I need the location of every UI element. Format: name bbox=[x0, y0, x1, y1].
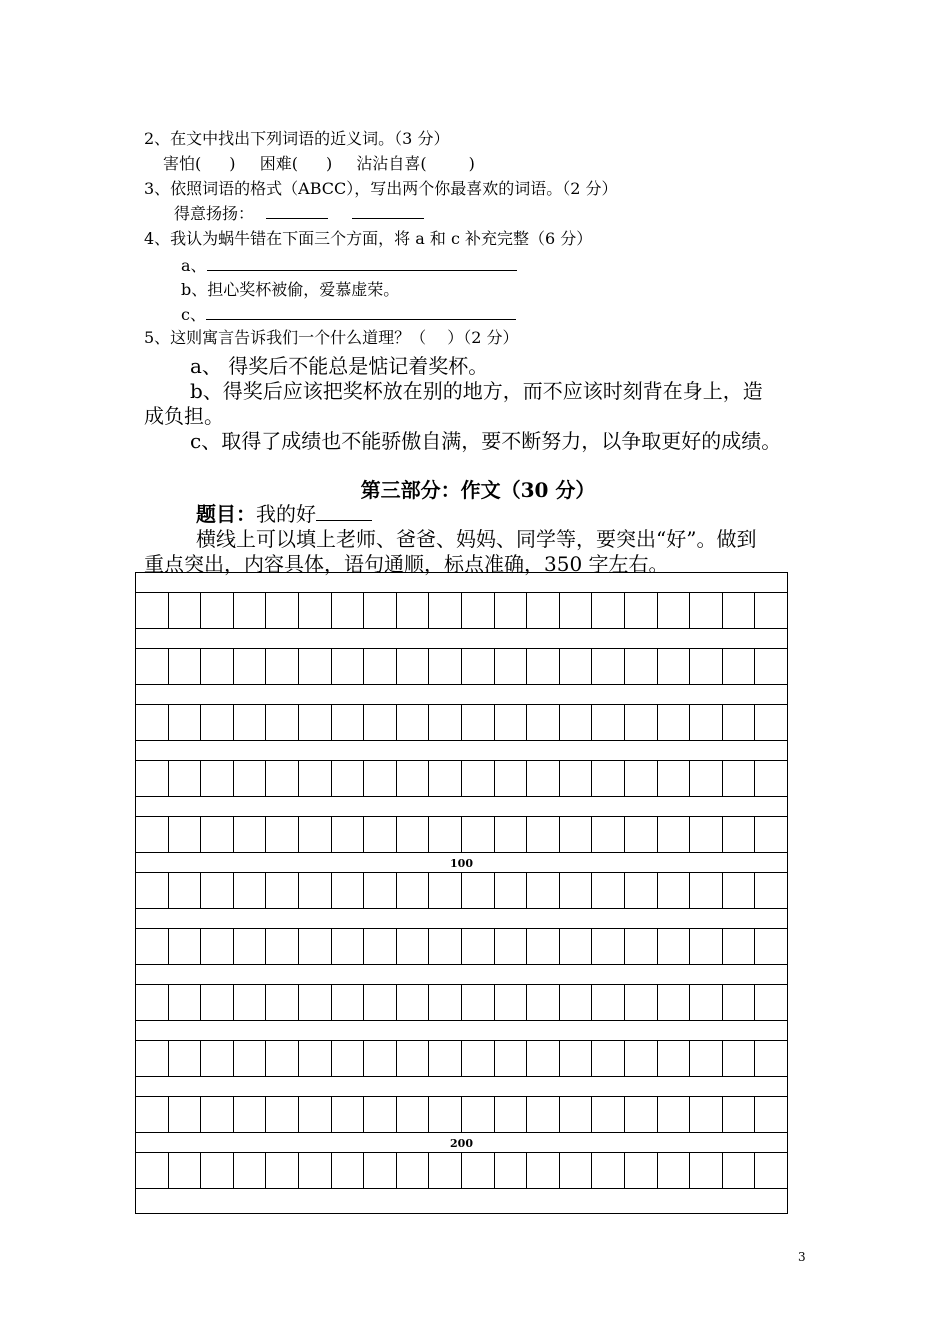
grid-cell[interactable] bbox=[299, 929, 332, 964]
grid-row bbox=[136, 817, 787, 853]
grid-cell[interactable] bbox=[462, 649, 495, 684]
grid-cell[interactable] bbox=[397, 817, 430, 852]
grid-cell[interactable] bbox=[429, 649, 462, 684]
grid-cell[interactable] bbox=[397, 1153, 430, 1188]
q4-c-blank[interactable] bbox=[206, 319, 516, 320]
grid-cell[interactable] bbox=[690, 985, 723, 1020]
grid-cell[interactable] bbox=[495, 817, 528, 852]
grid-cell[interactable] bbox=[136, 705, 169, 740]
grid-cell[interactable] bbox=[201, 1153, 234, 1188]
grid-cell[interactable] bbox=[169, 929, 202, 964]
grid-cell[interactable] bbox=[723, 873, 756, 908]
grid-cell[interactable] bbox=[658, 985, 691, 1020]
grid-cell[interactable] bbox=[723, 761, 756, 796]
grid-cell[interactable] bbox=[560, 593, 593, 628]
grid-cell[interactable] bbox=[690, 1097, 723, 1132]
grid-cell[interactable] bbox=[560, 649, 593, 684]
grid-cell[interactable] bbox=[462, 873, 495, 908]
q4-b-text: b、担心奖杯被偷，爱慕虚荣。 bbox=[181, 280, 400, 299]
grid-cell[interactable] bbox=[234, 1153, 267, 1188]
grid-cell[interactable] bbox=[299, 1097, 332, 1132]
grid-cell[interactable] bbox=[690, 873, 723, 908]
grid-cell[interactable] bbox=[136, 649, 169, 684]
q4-c-line bbox=[181, 302, 516, 325]
grid-cell[interactable] bbox=[364, 985, 397, 1020]
grid-cell[interactable] bbox=[755, 1153, 787, 1188]
grid-cell[interactable] bbox=[755, 873, 787, 908]
grid-cell[interactable] bbox=[625, 761, 658, 796]
grid-cell[interactable] bbox=[495, 929, 528, 964]
grid-cell[interactable] bbox=[527, 1041, 560, 1076]
grid-row bbox=[136, 985, 787, 1021]
q4-a-blank[interactable] bbox=[207, 270, 517, 271]
grid-cell[interactable] bbox=[332, 1041, 365, 1076]
grid-cell[interactable] bbox=[364, 1041, 397, 1076]
grid-cell[interactable] bbox=[592, 705, 625, 740]
grid-cell[interactable] bbox=[527, 929, 560, 964]
grid-cell[interactable] bbox=[169, 1153, 202, 1188]
grid-cell[interactable] bbox=[364, 929, 397, 964]
grid-cell[interactable] bbox=[658, 705, 691, 740]
grid-cell[interactable] bbox=[397, 873, 430, 908]
grid-cell[interactable] bbox=[266, 1097, 299, 1132]
grid-cell[interactable] bbox=[625, 873, 658, 908]
grid-cell[interactable] bbox=[201, 649, 234, 684]
grid-spacer bbox=[136, 685, 787, 705]
grid-cell[interactable] bbox=[332, 817, 365, 852]
grid-cell[interactable] bbox=[201, 1041, 234, 1076]
grid-cell[interactable] bbox=[527, 873, 560, 908]
grid-cell[interactable] bbox=[560, 929, 593, 964]
grid-cell[interactable] bbox=[364, 761, 397, 796]
question-3-answer-line bbox=[174, 201, 424, 224]
grid-cell[interactable] bbox=[332, 705, 365, 740]
grid-cell[interactable] bbox=[201, 705, 234, 740]
grid-cell[interactable] bbox=[723, 929, 756, 964]
question-2-prompt: 2、在文中找出下列词语的近义词。（3 分） bbox=[144, 129, 450, 148]
grid-cell[interactable] bbox=[169, 985, 202, 1020]
grid-cell[interactable] bbox=[755, 761, 787, 796]
grid-spacer bbox=[136, 629, 787, 649]
grid-cell[interactable] bbox=[560, 1097, 593, 1132]
grid-row bbox=[136, 649, 787, 685]
grid-row bbox=[136, 1153, 787, 1189]
grid-cell[interactable] bbox=[462, 817, 495, 852]
grid-cell[interactable] bbox=[332, 761, 365, 796]
grid-cell[interactable] bbox=[527, 761, 560, 796]
grid-cell[interactable] bbox=[592, 817, 625, 852]
grid-spacer bbox=[136, 741, 787, 761]
grid-cell[interactable] bbox=[755, 593, 787, 628]
grid-cell[interactable] bbox=[266, 817, 299, 852]
section-title: 第三部分：作文（30 分） bbox=[360, 478, 596, 502]
grid-cell[interactable] bbox=[429, 1153, 462, 1188]
grid-cell[interactable] bbox=[136, 1041, 169, 1076]
grid-cell[interactable] bbox=[234, 929, 267, 964]
grid-cell[interactable] bbox=[495, 1153, 528, 1188]
grid-cell[interactable] bbox=[136, 873, 169, 908]
q5-option-c: c、取得了成绩也不能骄傲自满，要不断努力，以争取更好的成绩。 bbox=[190, 429, 782, 453]
grid-cell[interactable] bbox=[364, 1153, 397, 1188]
grid-cell[interactable] bbox=[723, 817, 756, 852]
grid-cell[interactable] bbox=[690, 761, 723, 796]
grid-spacer bbox=[136, 909, 787, 929]
grid-cell[interactable] bbox=[658, 649, 691, 684]
grid-cell[interactable] bbox=[690, 705, 723, 740]
grid-cell[interactable] bbox=[690, 1153, 723, 1188]
grid-cell[interactable] bbox=[495, 873, 528, 908]
grid-cell[interactable] bbox=[560, 985, 593, 1020]
q2-item-3: 沾沾自喜( bbox=[356, 154, 427, 173]
grid-cell[interactable] bbox=[266, 929, 299, 964]
grid-cell[interactable] bbox=[266, 985, 299, 1020]
grid-cell[interactable] bbox=[234, 761, 267, 796]
grid-cell[interactable] bbox=[755, 1041, 787, 1076]
grid-cell[interactable] bbox=[201, 929, 234, 964]
grid-cell[interactable] bbox=[527, 705, 560, 740]
grid-cell[interactable] bbox=[658, 817, 691, 852]
grid-cell[interactable] bbox=[201, 593, 234, 628]
topic-blank[interactable] bbox=[316, 520, 372, 521]
q2-paren-close-3: ) bbox=[468, 154, 475, 173]
grid-cell[interactable] bbox=[234, 873, 267, 908]
grid-cell[interactable] bbox=[658, 1097, 691, 1132]
grid-cell[interactable] bbox=[723, 1041, 756, 1076]
grid-cell[interactable] bbox=[625, 649, 658, 684]
grid-cell[interactable] bbox=[592, 649, 625, 684]
grid-cell[interactable] bbox=[397, 929, 430, 964]
grid-spacer bbox=[136, 1133, 787, 1153]
grid-cell[interactable] bbox=[755, 985, 787, 1020]
grid-cell[interactable] bbox=[332, 1153, 365, 1188]
q2-paren-close-1: ) bbox=[229, 154, 236, 173]
q5-option-a: a、 得奖后不能总是惦记着奖杯。 bbox=[190, 354, 489, 378]
grid-cell[interactable] bbox=[136, 817, 169, 852]
grid-cell[interactable] bbox=[429, 705, 462, 740]
q4-c-label: c、 bbox=[181, 305, 206, 324]
grid-cell[interactable] bbox=[234, 985, 267, 1020]
grid-cell[interactable] bbox=[299, 705, 332, 740]
grid-cell[interactable] bbox=[364, 873, 397, 908]
grid-cell[interactable] bbox=[299, 817, 332, 852]
grid-cell[interactable] bbox=[201, 985, 234, 1020]
grid-cell[interactable] bbox=[397, 593, 430, 628]
grid-cell[interactable] bbox=[169, 1097, 202, 1132]
grid-spacer bbox=[136, 1021, 787, 1041]
grid-spacer bbox=[136, 1077, 787, 1097]
grid-cell[interactable] bbox=[462, 761, 495, 796]
grid-cell[interactable] bbox=[299, 761, 332, 796]
grid-cell[interactable] bbox=[169, 761, 202, 796]
grid-cell[interactable] bbox=[299, 1153, 332, 1188]
instruction-line-1: 横线上可以填上老师、爸爸、妈妈、同学等，要突出“好”。做到 bbox=[196, 527, 757, 551]
grid-cell[interactable] bbox=[495, 1097, 528, 1132]
grid-cell[interactable] bbox=[755, 649, 787, 684]
grid-cell[interactable] bbox=[397, 705, 430, 740]
grid-cell[interactable] bbox=[234, 1097, 267, 1132]
grid-cell[interactable] bbox=[429, 761, 462, 796]
grid-row bbox=[136, 1097, 787, 1133]
grid-cell[interactable] bbox=[169, 705, 202, 740]
grid-cell[interactable] bbox=[169, 593, 202, 628]
grid-cell[interactable] bbox=[723, 649, 756, 684]
grid-cell[interactable] bbox=[592, 1041, 625, 1076]
grid-cell[interactable] bbox=[201, 761, 234, 796]
grid-row bbox=[136, 593, 787, 629]
grid-cell[interactable] bbox=[332, 649, 365, 684]
grid-cell[interactable] bbox=[690, 929, 723, 964]
grid-cell[interactable] bbox=[755, 705, 787, 740]
grid-cell[interactable] bbox=[136, 1153, 169, 1188]
grid-cell[interactable] bbox=[690, 593, 723, 628]
grid-cell[interactable] bbox=[755, 1097, 787, 1132]
question-3-prompt: 3、依照词语的格式（ABCC），写出两个你最喜欢的词语。（2 分） bbox=[144, 179, 618, 198]
grid-cell[interactable] bbox=[201, 1097, 234, 1132]
grid-cell[interactable] bbox=[169, 873, 202, 908]
grid-cell[interactable] bbox=[527, 593, 560, 628]
grid-cell[interactable] bbox=[560, 705, 593, 740]
grid-cell[interactable] bbox=[592, 761, 625, 796]
grid-cell[interactable] bbox=[234, 817, 267, 852]
grid-cell[interactable] bbox=[299, 873, 332, 908]
grid-cell[interactable] bbox=[136, 761, 169, 796]
grid-row bbox=[136, 929, 787, 965]
grid-cell[interactable] bbox=[592, 985, 625, 1020]
grid-cell[interactable] bbox=[625, 985, 658, 1020]
grid-cell[interactable] bbox=[527, 985, 560, 1020]
grid-cell[interactable] bbox=[429, 1097, 462, 1132]
grid-cell[interactable] bbox=[560, 1153, 593, 1188]
grid-cell[interactable] bbox=[560, 817, 593, 852]
grid-cell[interactable] bbox=[299, 985, 332, 1020]
grid-spacer bbox=[136, 965, 787, 985]
q3-blank-2[interactable] bbox=[352, 218, 424, 219]
grid-cell[interactable] bbox=[136, 1097, 169, 1132]
q5-option-b-line1: b、得奖后应该把奖杯放在别的地方，而不应该时刻背在身上，造 bbox=[190, 379, 763, 403]
grid-cell[interactable] bbox=[169, 1041, 202, 1076]
composition-writing-grid bbox=[135, 572, 788, 1214]
q4-a-line bbox=[181, 253, 517, 276]
grid-cell[interactable] bbox=[495, 649, 528, 684]
grid-cell[interactable] bbox=[495, 1041, 528, 1076]
grid-cell[interactable] bbox=[429, 985, 462, 1020]
grid-cell[interactable] bbox=[658, 1153, 691, 1188]
question-5-prompt: 5、这则寓言告诉我们一个什么道理？（ ）（2 分） bbox=[144, 328, 519, 347]
grid-cell[interactable] bbox=[527, 1097, 560, 1132]
grid-word-count-mark: 100 bbox=[450, 857, 473, 870]
grid-cell[interactable] bbox=[592, 1097, 625, 1132]
grid-cell[interactable] bbox=[625, 705, 658, 740]
grid-cell[interactable] bbox=[266, 705, 299, 740]
grid-cell[interactable] bbox=[429, 873, 462, 908]
grid-spacer bbox=[136, 573, 787, 593]
grid-cell[interactable] bbox=[234, 649, 267, 684]
grid-row bbox=[136, 705, 787, 741]
q3-example-label: 得意扬扬： bbox=[174, 204, 255, 223]
q2-item-1: 害怕( bbox=[163, 154, 202, 173]
grid-row bbox=[136, 873, 787, 909]
grid-cell[interactable] bbox=[462, 929, 495, 964]
grid-cell[interactable] bbox=[625, 929, 658, 964]
grid-cell[interactable] bbox=[495, 593, 528, 628]
grid-cell[interactable] bbox=[332, 929, 365, 964]
grid-cell[interactable] bbox=[136, 929, 169, 964]
q3-blank-1[interactable] bbox=[266, 218, 328, 219]
grid-cell[interactable] bbox=[397, 985, 430, 1020]
grid-cell[interactable] bbox=[658, 929, 691, 964]
grid-cell[interactable] bbox=[299, 593, 332, 628]
grid-cell[interactable] bbox=[299, 1041, 332, 1076]
grid-cell[interactable] bbox=[755, 929, 787, 964]
grid-cell[interactable] bbox=[397, 761, 430, 796]
grid-cell[interactable] bbox=[234, 593, 267, 628]
grid-cell[interactable] bbox=[332, 1097, 365, 1132]
grid-cell[interactable] bbox=[266, 873, 299, 908]
grid-cell[interactable] bbox=[169, 817, 202, 852]
grid-cell[interactable] bbox=[266, 1153, 299, 1188]
grid-cell[interactable] bbox=[462, 985, 495, 1020]
grid-cell[interactable] bbox=[723, 1153, 756, 1188]
grid-cell[interactable] bbox=[723, 1097, 756, 1132]
page-number: 3 bbox=[798, 1250, 806, 1264]
grid-cell[interactable] bbox=[658, 1041, 691, 1076]
q2-item-2: 困难( bbox=[259, 154, 298, 173]
grid-cell[interactable] bbox=[364, 649, 397, 684]
grid-cell[interactable] bbox=[266, 649, 299, 684]
grid-cell[interactable] bbox=[527, 817, 560, 852]
grid-cell[interactable] bbox=[429, 593, 462, 628]
grid-cell[interactable] bbox=[332, 873, 365, 908]
grid-spacer bbox=[136, 797, 787, 817]
grid-cell[interactable] bbox=[495, 985, 528, 1020]
grid-cell[interactable] bbox=[364, 817, 397, 852]
topic-label: 题目： bbox=[196, 502, 256, 526]
grid-cell[interactable] bbox=[234, 1041, 267, 1076]
grid-cell[interactable] bbox=[690, 649, 723, 684]
grid-cell[interactable] bbox=[625, 1153, 658, 1188]
grid-cell[interactable] bbox=[169, 649, 202, 684]
grid-cell[interactable] bbox=[462, 1097, 495, 1132]
grid-cell[interactable] bbox=[690, 817, 723, 852]
grid-cell[interactable] bbox=[560, 1041, 593, 1076]
grid-cell[interactable] bbox=[364, 593, 397, 628]
grid-cell[interactable] bbox=[364, 705, 397, 740]
grid-cell[interactable] bbox=[527, 1153, 560, 1188]
grid-row bbox=[136, 1041, 787, 1077]
grid-cell[interactable] bbox=[592, 929, 625, 964]
grid-cell[interactable] bbox=[332, 593, 365, 628]
grid-cell[interactable] bbox=[462, 705, 495, 740]
grid-cell[interactable] bbox=[625, 1097, 658, 1132]
grid-cell[interactable] bbox=[397, 1041, 430, 1076]
grid-cell[interactable] bbox=[560, 873, 593, 908]
grid-cell[interactable] bbox=[723, 593, 756, 628]
q5-option-b-line2: 成负担。 bbox=[144, 404, 224, 428]
grid-spacer bbox=[136, 853, 787, 873]
grid-cell[interactable] bbox=[658, 593, 691, 628]
grid-cell[interactable] bbox=[495, 705, 528, 740]
grid-cell[interactable] bbox=[462, 1041, 495, 1076]
grid-cell[interactable] bbox=[658, 761, 691, 796]
q2-paren-close-2: ) bbox=[325, 154, 333, 173]
grid-cell[interactable] bbox=[266, 593, 299, 628]
grid-cell[interactable] bbox=[723, 985, 756, 1020]
grid-cell[interactable] bbox=[299, 649, 332, 684]
grid-cell[interactable] bbox=[429, 817, 462, 852]
grid-cell[interactable] bbox=[429, 929, 462, 964]
grid-cell[interactable] bbox=[462, 1153, 495, 1188]
grid-cell[interactable] bbox=[625, 1041, 658, 1076]
grid-cell[interactable] bbox=[332, 985, 365, 1020]
grid-cell[interactable] bbox=[266, 1041, 299, 1076]
grid-cell[interactable] bbox=[527, 649, 560, 684]
q4-a-label: a、 bbox=[181, 256, 207, 275]
grid-cell[interactable] bbox=[429, 1041, 462, 1076]
grid-cell[interactable] bbox=[495, 761, 528, 796]
grid-cell[interactable] bbox=[201, 873, 234, 908]
grid-cell[interactable] bbox=[462, 593, 495, 628]
question-4-prompt: 4、我认为蜗牛错在下面三个方面，将 a 和 c 补充完整（6 分） bbox=[144, 229, 593, 248]
question-2-items bbox=[163, 151, 475, 174]
grid-word-count-mark: 200 bbox=[450, 1137, 473, 1150]
grid-cell[interactable] bbox=[625, 817, 658, 852]
instruction-line-2: 重点突出，内容具体，语句通顺，标点准确，350 字左右。 bbox=[144, 552, 669, 576]
grid-cell[interactable] bbox=[592, 1153, 625, 1188]
grid-cell[interactable] bbox=[136, 985, 169, 1020]
grid-cell[interactable] bbox=[397, 1097, 430, 1132]
grid-cell[interactable] bbox=[397, 649, 430, 684]
grid-cell[interactable] bbox=[592, 873, 625, 908]
grid-cell[interactable] bbox=[234, 705, 267, 740]
grid-cell[interactable] bbox=[201, 817, 234, 852]
grid-cell[interactable] bbox=[592, 593, 625, 628]
grid-cell[interactable] bbox=[136, 593, 169, 628]
grid-cell[interactable] bbox=[755, 817, 787, 852]
grid-cell[interactable] bbox=[690, 1041, 723, 1076]
grid-cell[interactable] bbox=[625, 593, 658, 628]
grid-cell[interactable] bbox=[266, 761, 299, 796]
grid-row bbox=[136, 761, 787, 797]
grid-cell[interactable] bbox=[723, 705, 756, 740]
grid-cell[interactable] bbox=[560, 761, 593, 796]
grid-cell[interactable] bbox=[658, 873, 691, 908]
topic-text: 我的好 bbox=[256, 502, 316, 526]
grid-cell[interactable] bbox=[364, 1097, 397, 1132]
